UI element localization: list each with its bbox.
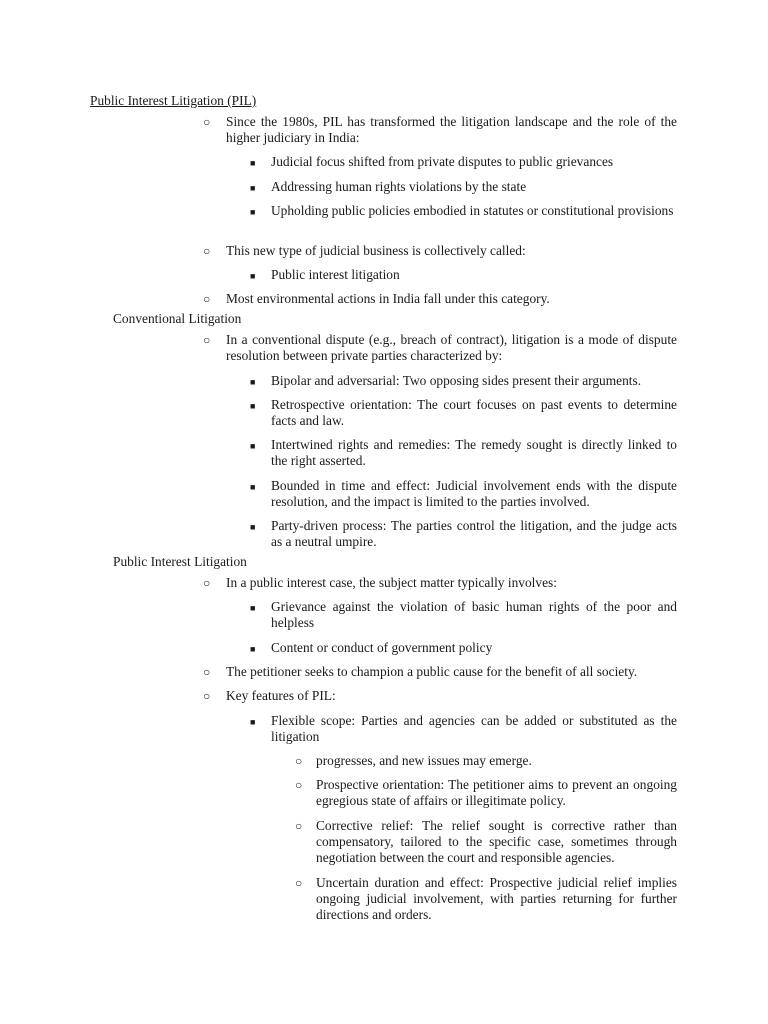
list-item: In a conventional dispute (e.g., breach of contract), litigation is a mode of dispute resolution between private parties characterized by: xyxy=(226,332,677,364)
circle-bullet-icon: ○ xyxy=(295,876,303,890)
list-item: Upholding public policies embodied in statutes or constitutional provisions xyxy=(271,203,674,218)
circle-bullet-icon: ○ xyxy=(203,689,211,703)
circle-bullet-icon: ○ xyxy=(295,819,303,833)
square-bullet-icon: ■ xyxy=(250,207,256,217)
square-bullet-icon: ■ xyxy=(250,441,256,451)
list-item: Since the 1980s, PIL has transformed the litigation landscape and the role of the higher judiciary in India: xyxy=(226,114,677,146)
list-item: Party-driven process: The parties control the litigation, and the judge acts as a neutral umpire. xyxy=(271,518,677,550)
square-bullet-icon: ■ xyxy=(250,158,256,168)
square-bullet-icon: ■ xyxy=(250,377,256,387)
list-item: Bipolar and adversarial: Two opposing sides present their arguments. xyxy=(271,373,642,388)
list-item: The petitioner seeks to champion a public cause for the benefit of all society. xyxy=(226,664,638,679)
list-item: Addressing human rights violations by the state xyxy=(271,179,527,194)
list-item: Uncertain duration and effect: Prospective judicial relief implies ongoing judicial involvement, with parties returning for further directions and orders. xyxy=(316,875,677,923)
list-item: Corrective relief: The relief sought is corrective rather than compensatory, tailored to the specific case, sometimes through negotiation between the court and responsible agencies. xyxy=(316,818,677,866)
list-item: Bounded in time and effect: Judicial involvement ends with the dispute resolution, and the impact is limited to the parties involved. xyxy=(271,478,677,510)
section-heading: Public Interest Litigation xyxy=(113,554,247,569)
circle-bullet-icon: ○ xyxy=(203,665,211,679)
list-item: Key features of PIL: xyxy=(226,688,336,703)
list-item: Judicial focus shifted from private disputes to public grievances xyxy=(271,154,614,169)
list-item: Most environmental actions in India fall under this category. xyxy=(226,291,550,306)
square-bullet-icon: ■ xyxy=(250,482,256,492)
square-bullet-icon: ■ xyxy=(250,401,256,411)
list-item: In a public interest case, the subject matter typically involves: xyxy=(226,575,557,590)
circle-bullet-icon: ○ xyxy=(203,333,211,347)
circle-bullet-icon: ○ xyxy=(203,115,211,129)
square-bullet-icon: ■ xyxy=(250,522,256,532)
square-bullet-icon: ■ xyxy=(250,717,256,727)
circle-bullet-icon: ○ xyxy=(203,292,211,306)
list-item: Intertwined rights and remedies: The remedy sought is directly linked to the right asserted. xyxy=(271,437,677,469)
list-item: Public interest litigation xyxy=(271,267,400,282)
circle-bullet-icon: ○ xyxy=(295,754,303,768)
list-item: Retrospective orientation: The court focuses on past events to determine facts and law. xyxy=(271,397,677,429)
list-item: progresses, and new issues may emerge. xyxy=(316,753,532,768)
list-item: Content or conduct of government policy xyxy=(271,640,493,655)
circle-bullet-icon: ○ xyxy=(295,778,303,792)
list-item: Flexible scope: Parties and agencies can be added or substituted as the litigation xyxy=(271,713,677,745)
list-item: Prospective orientation: The petitioner aims to prevent an ongoing egregious state of affairs or illegitimate policy. xyxy=(316,777,677,809)
circle-bullet-icon: ○ xyxy=(203,576,211,590)
list-item: This new type of judicial business is collectively called: xyxy=(226,243,526,258)
document-title: Public Interest Litigation (PIL) xyxy=(90,93,257,108)
list-item: Grievance against the violation of basic human rights of the poor and helpless xyxy=(271,599,677,631)
section-heading: Conventional Litigation xyxy=(113,311,242,326)
square-bullet-icon: ■ xyxy=(250,271,256,281)
square-bullet-icon: ■ xyxy=(250,603,256,613)
square-bullet-icon: ■ xyxy=(250,183,256,193)
square-bullet-icon: ■ xyxy=(250,644,256,654)
circle-bullet-icon: ○ xyxy=(203,244,211,258)
